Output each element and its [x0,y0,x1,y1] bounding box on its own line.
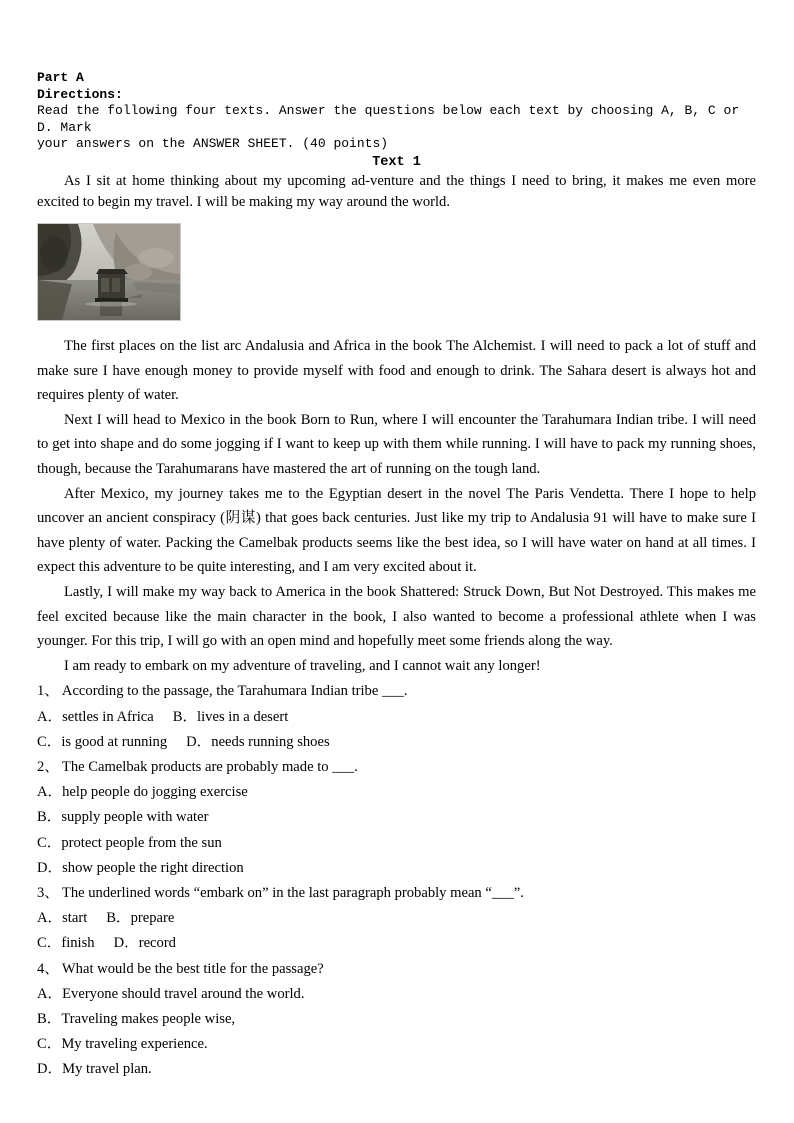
option-2a: A．help people do jogging exercise [37,784,248,801]
question-3-stem [37,881,756,906]
option-2c: C．protect people from the sun [37,834,222,851]
question-2-text: The Camelbak products are probably made to ___. [61,759,358,776]
option-3d: D．record [113,935,176,952]
question-2-stem [37,755,756,780]
question-4-options-line-2 [37,1007,756,1032]
question-1-text: According to the passage, the Tarahumara Indian tribe ___. [61,683,408,700]
question-3-options-line-1 [37,906,756,931]
option-3b: B．prepare [106,910,175,927]
question-4-options-line-1 [37,982,756,1007]
figure-wrap [37,223,756,321]
option-3a: A．start [37,910,88,927]
option-3c: C．finish [37,935,95,952]
option-4d: D．My travel plan. [37,1061,152,1078]
directions-line-2: your answers on the ANSWER SHEET. (40 points) [37,136,389,151]
option-1a: A．settles in Africa [37,708,154,725]
option-2b: B．supply people with water [37,809,209,826]
header-block [37,70,756,171]
text-heading: Text 1 [372,154,421,170]
option-1b: B．lives in a desert [172,708,289,725]
question-4-text: What would be the best title for the passage? [61,960,324,977]
question-1-options-line-1 [37,705,756,730]
option-2d: D．show people the right direction [37,859,244,876]
questions-section [37,679,756,1082]
directions-label: Directions: [37,86,123,102]
question-1-stem [37,679,756,704]
question-1-number: 1、 [37,683,59,700]
question-2-options-line-3 [37,831,756,856]
question-4-stem [37,957,756,982]
option-4c: C．My traveling experience. [37,1036,208,1053]
question-3-text: The underlined words “embark on” in the last paragraph probably mean “___”. [61,885,524,902]
passage [37,171,756,679]
passage-paragraph-5: Lastly, I will make my way back to America in the book Shattered: Struck Down, But Not Destroyed. This makes me feel excited because like the main character in the book, I also wanted to become a professional athlete when I was younger. For this trip, I will go with an open mind and hopefully meet some friends along the way. [37,584,756,650]
question-2-number: 2、 [37,759,59,776]
passage-paragraph-4: After Mexico, my journey takes me to the Egyptian desert in the novel The Paris Vendetta. There I hope to help uncover an ancient conspiracy (阴谋) that goes back centuries. Just like my trip to Andalusia 91 will have to make sure I have plenty of water. Packing the Camelbak products seems like the best idea, so I will have water on hand at all times. I expect this adventure to be quite interesting, and I am very excited about it. [37,485,756,576]
passage-paragraph-3: Next I will head to Mexico in the book Born to Run, where I will encounter the Tarahumara Indian tribe. I will need to get into shape and do some jogging if I want to keep up with them while running. I will have to pack my running shoes, though, because the Tarahumarans have mastered the art of running on the tough land. [37,411,756,478]
option-4a: A．Everyone should travel around the world. [37,985,305,1002]
question-2-options-line-1 [37,780,756,805]
question-4-options-line-3 [37,1032,756,1057]
passage-paragraph-1: As I sit at home thinking about my upcoming ad-venture and the things I need to bring, it makes me even more excited to begin my travel. I will be making my way around the world. [37,172,756,211]
passage-paragraph-6: I am ready to embark on my adventure of traveling, and I cannot wait any longer! [64,657,541,674]
question-4-number: 4、 [37,960,59,977]
part-heading: Part A [37,70,84,85]
directions-line-1: Read the following four texts. Answer the questions below each text by choosing A, B, C or D. Mark [37,103,747,135]
option-1d: D．needs running shoes [186,733,330,750]
option-4b: B．Traveling makes people wise, [37,1011,236,1028]
river-boat-photo [37,223,181,321]
question-4-options-line-4 [37,1057,756,1082]
question-2-options-line-2 [37,805,756,830]
question-2-options-line-4 [37,856,756,881]
passage-paragraph-2: The first places on the list arc Andalusia and Africa in the book The Alchemist. I will need to pack a lot of stuff and make sure I have enough money to provide myself with food and enough to drink. The Sahara desert is always hot and requires plenty of water. [37,338,756,404]
option-1c: C．is good at running [37,733,168,750]
question-3-options-line-2 [37,931,756,956]
question-3-number: 3、 [37,885,59,902]
question-1-options-line-2 [37,730,756,755]
